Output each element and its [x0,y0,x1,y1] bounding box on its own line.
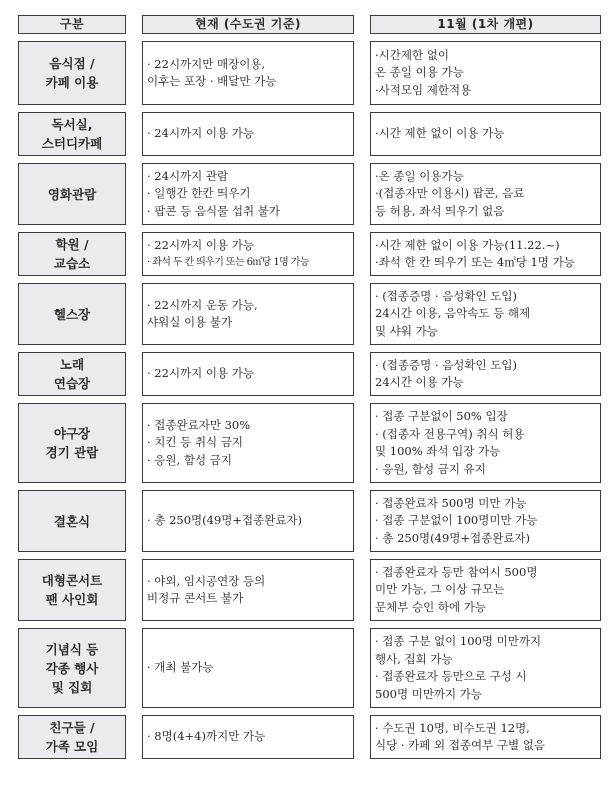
row-category-line: 및 집회 [51,679,93,695]
row-current-rule-line: · 24시까지 관람 [147,168,229,183]
table-row [18,352,601,396]
row-november-rule-line: ·사적모임 제한적용 [375,82,472,97]
row-category-line: 음식점 / [49,56,95,71]
row-current-rule-line: · 개최 불가능 [147,660,214,675]
row-november-rule-line: · (접종자 전용구역) 취식 허용 [375,426,525,441]
row-current-rule-line: · 총 250명(49명+접종완료자) [147,513,303,528]
table-row [18,490,601,552]
row-category-line: 교습소 [53,256,91,271]
row-november-rule-line: ·(접종자만 이용시) 팝콘, 음료 [375,186,525,201]
row-november-rule [370,628,601,708]
row-november-rule [370,163,601,225]
policy-comparison-table [18,8,601,766]
row-category-line: 노래 [59,357,85,372]
row-november-rule-line: ·시간 제한 없이 이용 가능(11.22.~) [375,237,560,252]
row-category [18,41,126,105]
row-category [18,559,126,621]
row-category-line: 학원 / [55,237,89,252]
header-category: 구분 [18,15,126,34]
row-category-line: 각종 행사 [45,660,99,676]
table-row [18,41,601,105]
row-category-line: 가족 모임 [45,739,99,754]
row-current-rule [142,559,354,621]
row-november-rule-line: 미만 가능, 그 이상 규모는 [375,582,505,597]
header-november: 11월 (1차 개편) [370,15,601,34]
row-current-rule [142,41,354,105]
table-row [18,715,601,759]
row-category-line: 대형콘서트 [41,573,103,588]
row-november-rule-line: ·시간 제한 없이 이용 가능 [375,126,505,141]
row-november-rule [370,232,601,276]
row-category-line: 카페 이용 [45,75,99,90]
row-november-rule-line: 및 100% 좌석 입장 가능 [375,444,501,458]
row-current-rule-line: · 22시까지 이용 가능 [147,237,255,252]
row-november-rule-line: ·좌석 한 칸 띄우기 또는 4㎡당 1명 가능 [375,255,575,269]
row-november-rule [370,559,601,621]
row-category-line: 스터디카페 [41,136,103,151]
row-current-rule [142,283,354,345]
table-header-row [18,15,601,34]
row-current-rule-line: 샤워실 이용 불가 [147,315,233,329]
row-category-line: 헬스장 [53,306,91,322]
row-november-rule-line: · 접종완료자 등만으로 구성 시 [375,669,527,683]
row-current-rule [142,403,354,483]
row-category [18,628,126,708]
row-november-rule-line: 문체부 승인 하에 가능 [375,599,486,614]
row-current-rule-line: 이후는 포장 · 배달만 가능 [147,74,277,88]
row-november-rule-line: 500명 미만까지 가능 [375,686,483,701]
row-current-rule-line: · 22시까지 운동 가능, [147,297,258,312]
row-current-rule-line: · 응원, 함성 금지 [147,452,232,467]
row-november-rule-line: · 응원, 함성 금지 유지 [375,461,486,476]
row-current-rule-line: · 팝콘 등 음식물 섭취 불가 [147,203,281,218]
row-current-rule [142,112,354,156]
row-category-line: 친구들 / [49,720,95,735]
row-current-rule-line: · 24시까지 이용 가능 [147,126,255,141]
row-current-rule [142,232,354,276]
row-november-rule-line: 24시간 이용, 음악속도 등 해제 [375,306,531,321]
row-category [18,163,126,225]
row-category-line: 팬 사인회 [45,592,99,607]
row-november-rule-line: · 접종 구분없이 100명미만 가능 [375,513,538,528]
row-category-line: 기념식 등 [45,641,99,657]
row-category-line: 독서실, [51,117,93,132]
row-category [18,403,126,483]
row-current-rule-line: · 8명(4+4)까지만 가능 [147,729,266,744]
row-november-rule-line: · 접종 구분 없이 100명 미만까지 [375,634,542,648]
table-row [18,403,601,483]
row-category [18,283,126,345]
row-november-rule-line: · 접종 구분없이 50% 입장 [375,409,508,423]
row-november-rule [370,112,601,156]
row-november-rule-line: 식당 · 카페 외 접종여부 구별 없음 [375,738,546,752]
row-category [18,232,126,276]
row-november-rule-line: · (접종증명 · 음성확인 도입) [375,288,517,303]
table-row [18,112,601,156]
row-november-rule-line: · 수도권 10명, 비수도권 12명, [375,720,530,735]
row-current-rule [142,163,354,225]
row-november-rule-line: 24시간 이용 가능 [375,375,464,389]
header-current: 현재 (수도권 기준) [142,15,354,34]
row-november-rule-line: · (접종증명 · 음성확인 도입) [375,357,517,372]
table-body [18,41,601,759]
table-row [18,559,601,621]
row-current-rule-line: · 일행간 한칸 띄우기 [147,186,251,201]
row-current-rule-line: · 22시까지만 매장이용, [147,56,266,71]
row-current-rule-line: · 좌석 두 칸 띄우기 또는 6㎡당 1명 가능 [147,257,309,268]
row-november-rule-line: 온 종일 이용 가능 [375,65,464,80]
row-november-rule-line: ·시간제한 없이 [375,47,449,62]
table-row [18,163,601,225]
row-current-rule-line: 비정규 콘서트 불가 [147,591,244,605]
row-category-line: 영화관람 [47,186,97,202]
row-november-rule [370,490,601,552]
row-november-rule [370,41,601,105]
row-category-line: 결혼식 [53,513,91,529]
row-november-rule-line: · 접종완료자 500명 미만 가능 [375,495,527,510]
row-current-rule [142,628,354,708]
row-current-rule-line: · 접종완료자만 30% [147,417,251,432]
row-category [18,490,126,552]
row-november-rule-line: · 총 250명(49명+접종완료자) [375,530,531,545]
row-november-rule-line: · 접종완료자 등만 참여시 500명 [375,564,538,579]
row-category [18,112,126,156]
row-november-rule [370,715,601,759]
row-november-rule-line: 행사, 집회 가능 [375,651,453,666]
row-current-rule-line: · 치킨 등 취식 금지 [147,435,244,450]
table-row [18,628,601,708]
table-row [18,283,601,345]
row-november-rule [370,283,601,345]
row-november-rule-line: 등 허용, 좌석 띄우기 없음 [375,203,505,218]
row-category-line: 경기 관람 [45,445,99,460]
row-november-rule-line: 및 샤워 가능 [375,323,438,338]
row-current-rule-line: · 야외, 임시공연장 등의 [147,573,266,588]
row-november-rule-line: ·온 종일 이용가능 [375,168,464,183]
row-current-rule-line: · 22시까지 이용 가능 [147,366,255,381]
row-category-line: 야구장 [53,426,91,441]
row-november-rule [370,403,601,483]
row-category-line: 연습장 [53,376,91,391]
row-current-rule [142,715,354,759]
row-november-rule [370,352,601,396]
row-current-rule [142,352,354,396]
row-category [18,715,126,759]
row-current-rule [142,490,354,552]
table-row [18,232,601,276]
row-category [18,352,126,396]
